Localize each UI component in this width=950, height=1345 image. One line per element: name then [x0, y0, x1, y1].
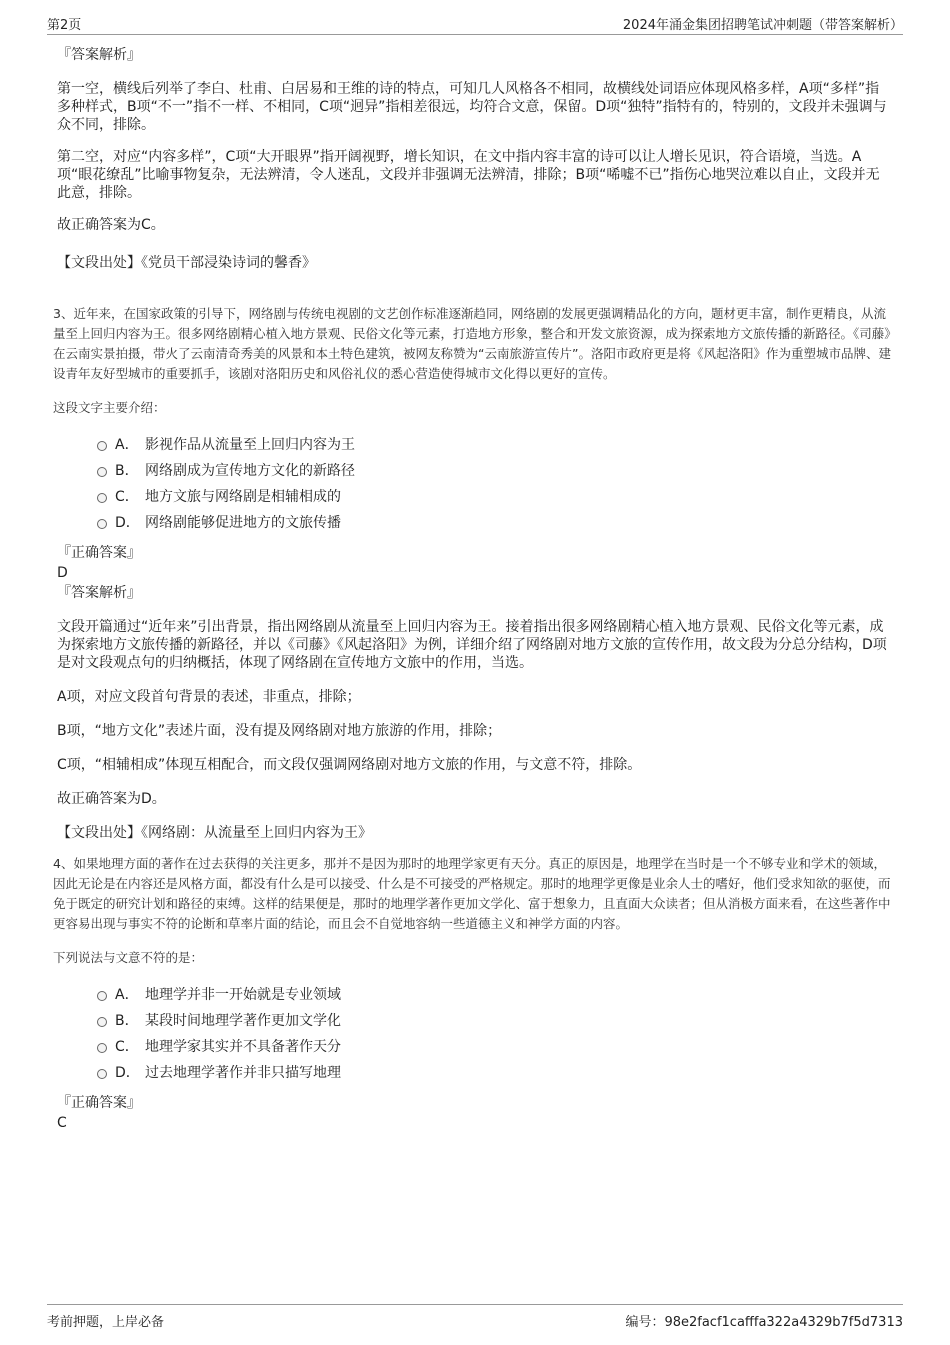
- q3-option-c[interactable]: [57, 484, 892, 510]
- page-footer: [47, 1304, 903, 1329]
- q2-analysis-para2: 第二空，对应“内容多样”，C项“大开眼界”指开阔视野，增长知识，在文中指内容丰富的诗可以让人增长见识，符合语境，当选。A项“眼花缭乱”比喻事物复杂，无法辨清，令人迷乱，文段并非强调无法辨清，排除；B项“唏嘘不已”指伤心地哭泣难以自止，文段并无此意，排除。: [57, 149, 880, 201]
- radio-button[interactable]: [97, 519, 107, 529]
- page-header: [47, 14, 903, 35]
- q3-source: 【文段出处】《网络剧：从流量至上回归内容为王》: [57, 825, 372, 841]
- option-text: 过去地理学著作并非只描写地理: [145, 1065, 341, 1081]
- q3-analysis-a: A项，对应文段首句背景的表述，非重点，排除；: [57, 689, 361, 705]
- q3-analysis-b: B项，“地方文化”表述片面，没有提及网络剧对地方旅游的作用，排除；: [57, 723, 502, 739]
- q2-analysis-para1: 第一空，横线后列举了李白、杜甫、白居易和王维的诗的特点，可知几人风格各不相同，故横线处词语应体现风格多样，A项“多样”指多种样式，B项“不一”指不一样、不相同，C项“迥异”指相差很远，均符合文意，保留。D项“独特”指特有的，特别的，文段并未强调与众不同，排除。: [57, 81, 887, 133]
- option-letter: D．: [115, 515, 140, 531]
- q3-option-a[interactable]: [57, 432, 892, 458]
- q2-conclusion: 故正确答案为C。: [57, 217, 165, 233]
- option-text: 地理学家其实并不具备著作天分: [145, 1039, 341, 1055]
- radio-button[interactable]: [97, 1043, 107, 1053]
- q3-analysis-tag: 『答案解析』: [57, 585, 141, 601]
- q2-analysis-tag: 『答案解析』: [57, 47, 141, 63]
- q3-analysis-c: C项，“相辅相成”体现互相配合，而文段仅强调网络剧对地方文旅的作用，与文意不符，排除。: [57, 757, 642, 773]
- page-content: [53, 46, 892, 1132]
- q4-answer-tag: 『正确答案』: [57, 1095, 141, 1111]
- q4-stem: 4、如果地理方面的著作在过去获得的关注更多，那并不是因为那时的地理学家更有天分。真正的原因是，地理学在当时是一个不够专业和学术的领域，因此无论是在内容还是风格方面，都没有什么是可以接受、什么是不可接受的严格规定。那时的地理学更像是业余人士的嗜好，他们受求知欲的驱使，而免于既定的研究计划和路径的束缚。这样的结果便是，那时的地理学著作更加文学化、富于想象力，且直面大众读者；但从消极方面来看，在这些著作中更容易出现与事实不符的论断和草率片面的结论，而且会不自觉地容纳一些道德主义和神学方面的内容。: [53, 856, 891, 931]
- option-text: 某段时间地理学著作更加文学化: [145, 1013, 341, 1029]
- q3-question: 这段文字主要介绍：: [53, 400, 166, 415]
- q4-options: [57, 982, 892, 1086]
- q4-answer: C: [57, 1115, 67, 1131]
- option-letter: C．: [115, 489, 139, 505]
- radio-button[interactable]: [97, 467, 107, 477]
- document-serial: 编号：98e2facf1cafffa322a4329b7f5d7313: [625, 1315, 903, 1330]
- option-letter: C．: [115, 1039, 139, 1055]
- q3-options: [57, 432, 892, 536]
- option-letter: D．: [115, 1065, 140, 1081]
- q3-option-d[interactable]: [57, 510, 892, 536]
- q3-answer: D: [57, 565, 68, 581]
- q4-option-c[interactable]: [57, 1034, 892, 1060]
- q3-stem: 3、近年来，在国家政策的引导下，网络剧与传统电视剧的文艺创作标准逐渐趋同，网络剧的发展更强调精品化的方向，题材更丰富，制作更精良，从流量至上回归内容为王。很多网络剧精心植入地方景观、民俗文化等元素，打造地方形象，整合和开发文旅资源，成为探索地方文旅传播的新路径。《司藤》在云南实景拍摄，带火了云南清奇秀美的风景和本土特色建筑，被网友称赞为“云南旅游宣传片”。洛阳市政府更是将《风起洛阳》作为重塑城市品牌、建设青年友好型城市的重要抓手，该剧对洛阳历史和风俗礼仪的悉心营造使得城市文化得以更好的宣传。: [53, 306, 891, 381]
- q2-source: 【文段出处】《党员干部浸染诗词的馨香》: [57, 255, 316, 271]
- option-letter: A．: [115, 987, 139, 1003]
- option-text: 网络剧成为宣传地方文化的新路径: [145, 463, 355, 479]
- option-letter: B．: [115, 1013, 139, 1029]
- option-text: 地理学并非一开始就是专业领域: [145, 987, 341, 1003]
- q4-question: 下列说法与文意不符的是：: [53, 950, 204, 965]
- page-number: 第2页: [47, 18, 82, 33]
- option-letter: B．: [115, 463, 139, 479]
- option-text: 网络剧能够促进地方的文旅传播: [145, 515, 341, 531]
- q3-analysis-main: 文段开篇通过“近年来”引出背景，指出网络剧从流量至上回归内容为王。接着指出很多网络剧精心植入地方景观、民俗文化等元素，成为探索地方文旅传播的新路径，并以《司藤》《风起洛阳》为例，详细介绍了网络剧对地方文旅的宣传作用，故文段为分总分结构，D项是对文段观点句的归纳概括，体现了网络剧在宣传地方文旅中的作用，当选。: [57, 619, 887, 671]
- radio-button[interactable]: [97, 1017, 107, 1027]
- document-title: 2024年涌金集团招聘笔试冲刺题（带答案解析）: [622, 18, 903, 33]
- radio-button[interactable]: [97, 441, 107, 451]
- radio-button[interactable]: [97, 493, 107, 503]
- q4-option-b[interactable]: [57, 1008, 892, 1034]
- q4-option-d[interactable]: [57, 1060, 892, 1086]
- option-text: 影视作品从流量至上回归内容为王: [145, 437, 355, 453]
- option-text: 地方文旅与网络剧是相辅相成的: [145, 489, 341, 505]
- footer-slogan: 考前押题，上岸必备: [47, 1315, 165, 1330]
- q3-option-b[interactable]: [57, 458, 892, 484]
- radio-button[interactable]: [97, 1069, 107, 1079]
- q4-option-a[interactable]: [57, 982, 892, 1008]
- radio-button[interactable]: [97, 991, 107, 1001]
- option-letter: A．: [115, 437, 139, 453]
- q3-answer-tag: 『正确答案』: [57, 545, 141, 561]
- q3-conclusion: 故正确答案为D。: [57, 791, 166, 807]
